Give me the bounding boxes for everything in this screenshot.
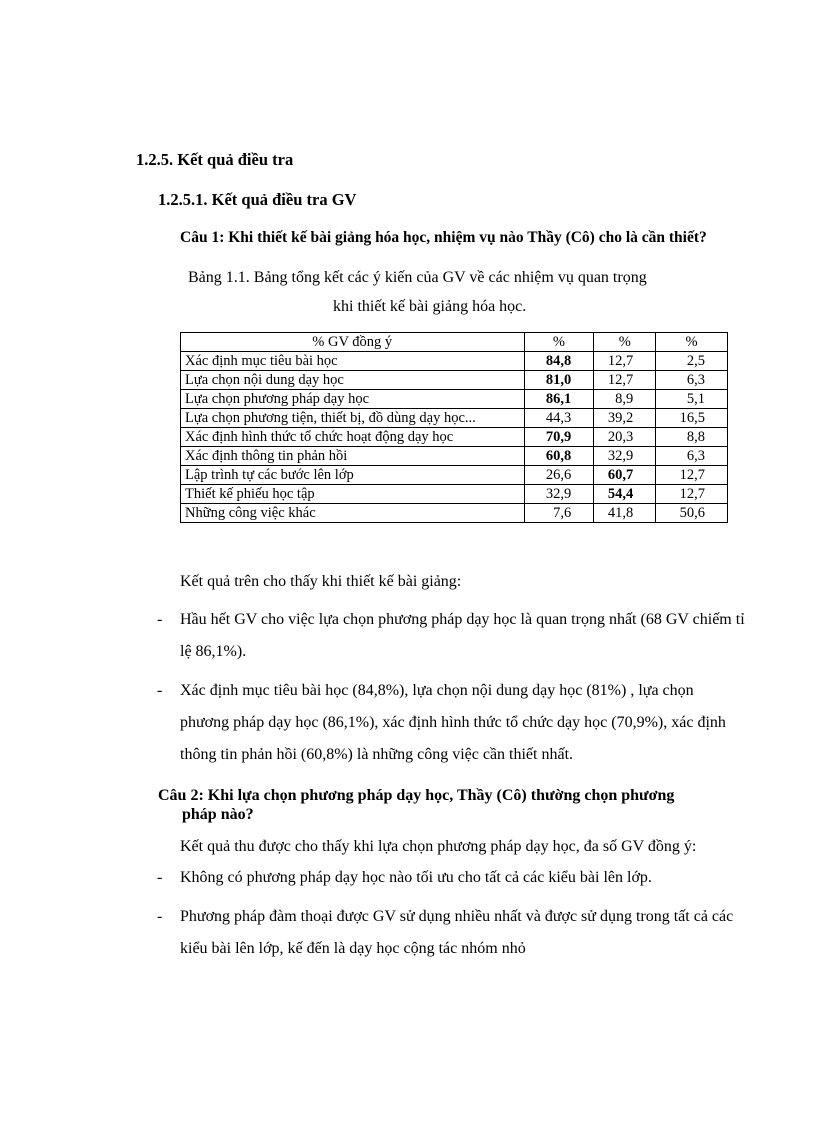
bullet-dash: - [157, 908, 163, 925]
table-row [181, 447, 728, 466]
results-bullet-2: Xác định mục tiêu bài học (84,8%), lựa chọn nội dung dạy học (81%) , lựa chọn phương pháp dạy học (86,1%), xác định hình thức tổ chức dạy học (70,9%), xác định thông tin phản hồi (60,8%) là những công việc cần thiết nhất. [180, 682, 726, 763]
question-1: Câu 1: Khi thiết kế bài giảng hóa học, nhiệm vụ nào Thầy (Cô) cho là cần thiết? [180, 229, 707, 246]
row-value-3: 5,1 [656, 390, 728, 409]
question-2-bullet-1: Không có phương pháp dạy học nào tối ưu cho tất cả các kiểu bài lên lớp. [180, 869, 652, 886]
table-row [181, 390, 728, 409]
row-value-3: 2,5 [656, 352, 728, 371]
row-value-2: 32,9 [594, 447, 656, 466]
row-value-3: 50,6 [656, 504, 728, 523]
row-label: Xác định mục tiêu bài học [181, 352, 525, 371]
table-row [181, 485, 728, 504]
bullet-dash: - [157, 611, 163, 628]
survey-table [180, 332, 728, 523]
row-value-3: 8,8 [656, 428, 728, 447]
results-bullet-1: Hầu hết GV cho việc lựa chọn phương pháp dạy học là quan trọng nhất (68 GV chiếm tỉ lệ 86,1%). [180, 611, 745, 660]
row-value-2: 39,2 [594, 409, 656, 428]
row-value-1: 70,9 [524, 428, 594, 447]
row-value-2: 20,3 [594, 428, 656, 447]
row-value-1: 7,6 [524, 504, 594, 523]
row-label: Lựa chọn phương pháp dạy học [181, 390, 525, 409]
results-intro: Kết quả trên cho thấy khi thiết kế bài giảng: [180, 573, 462, 590]
table-row [181, 371, 728, 390]
table-row [181, 504, 728, 523]
row-value-1: 86,1 [524, 390, 594, 409]
row-value-1: 60,8 [524, 447, 594, 466]
question-2-bullet-2: Phương pháp đàm thoại được GV sử dụng nhiều nhất và được sử dụng trong tất cả các kiểu bài lên lớp, kế đến là dạy học cộng tác nhóm nhỏ [180, 908, 734, 957]
row-label: Thiết kế phiếu học tập [181, 485, 525, 504]
row-label: Xác định thông tin phản hồi [181, 447, 525, 466]
table-row [181, 352, 728, 371]
row-value-2: 60,7 [594, 466, 656, 485]
bullet-dash: - [157, 869, 163, 886]
row-value-2: 12,7 [594, 371, 656, 390]
row-label: Xác định hình thức tổ chức hoạt động dạy học [181, 428, 525, 447]
row-label: Lập trình tự các bước lên lớp [181, 466, 525, 485]
row-value-3: 16,5 [656, 409, 728, 428]
row-value-2: 12,7 [594, 352, 656, 371]
table-row [181, 466, 728, 485]
table-caption-line-1: Bảng 1.1. Bảng tổng kết các ý kiến của GV về các nhiệm vụ quan trọng [188, 269, 647, 286]
header-pct-2: % [594, 333, 656, 352]
row-label: Lựa chọn nội dung dạy học [181, 371, 525, 390]
row-value-3: 12,7 [656, 485, 728, 504]
row-label: Lựa chọn phương tiện, thiết bị, đồ dùng dạy học... [181, 409, 525, 428]
row-value-2: 8,9 [594, 390, 656, 409]
row-value-1: 26,6 [524, 466, 594, 485]
row-value-1: 84,8 [524, 352, 594, 371]
row-label: Những công việc khác [181, 504, 525, 523]
subsection-heading: 1.2.5.1. Kết quả điều tra GV [158, 190, 357, 209]
table-caption-line-2: khi thiết kế bài giảng hóa học. [333, 298, 527, 315]
table-header-row [181, 333, 728, 352]
question-2-intro: Kết quả thu được cho thấy khi lựa chọn phương pháp dạy học, đa số GV đồng ý: [180, 838, 697, 855]
question-2-line-1: Câu 2: Khi lựa chọn phương pháp dạy học, Thầy (Cô) thường chọn phương [158, 787, 675, 804]
row-value-1: 81,0 [524, 371, 594, 390]
row-value-3: 6,3 [656, 371, 728, 390]
row-value-3: 6,3 [656, 447, 728, 466]
row-value-3: 12,7 [656, 466, 728, 485]
header-agree: % GV đồng ý [181, 333, 525, 352]
header-pct-3: % [656, 333, 728, 352]
header-pct-1: % [524, 333, 594, 352]
row-value-2: 54,4 [594, 485, 656, 504]
row-value-2: 41,8 [594, 504, 656, 523]
table-row [181, 428, 728, 447]
row-value-1: 32,9 [524, 485, 594, 504]
section-heading: 1.2.5. Kết quả điều tra [136, 150, 294, 169]
question-2-line-2: pháp nào? [182, 806, 254, 823]
row-value-1: 44,3 [524, 409, 594, 428]
bullet-dash: - [157, 682, 163, 699]
table-row [181, 409, 728, 428]
